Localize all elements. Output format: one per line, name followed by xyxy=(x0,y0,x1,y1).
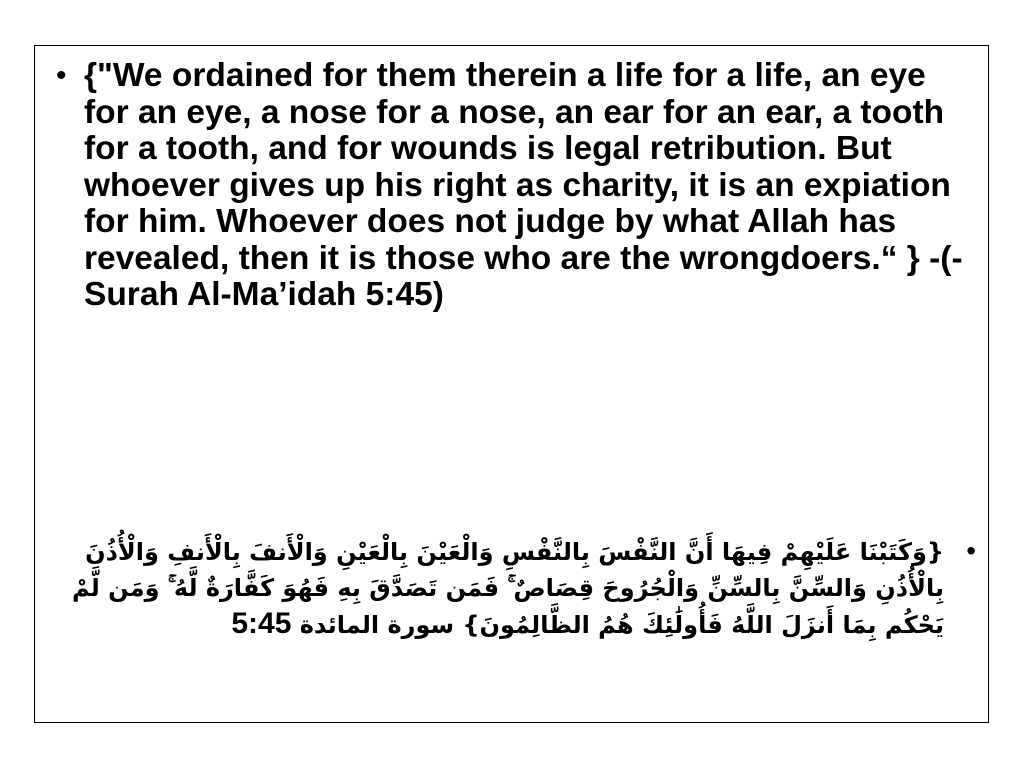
bullet-marker: • xyxy=(56,59,67,92)
surah-name: سورة المائدة xyxy=(299,611,455,639)
bullet-marker: • xyxy=(966,535,976,566)
verse-reference: 5:45 xyxy=(231,607,292,640)
arabic-bullet-item xyxy=(41,534,976,643)
english-bullet-item xyxy=(56,58,971,314)
arabic-verse-text: {وَكَتَبْنَا عَلَيْهِمْ فِيهَا أَنَّ النَّفْسَ بِالنَّفْسِ وَالْعَيْنَ بِالْعَيْنِ وَالْأَنفَ بِالْأَنفِ وَالْأُذُنَ بِالْأُذُنِ وَالسِّنَّ بِالسِّنِّ وَالْجُرُوحَ قِصَاصٌ ۚ فَمَن تَصَدَّقَ بِهِ فَهُوَ كَفَّارَةٌ لَّهُ ۚ وَمَن لَّمْ يَحْكُم بِمَا أَنزَلَ اللَّهُ فَأُولَٰئِكَ هُمُ الظَّالِمُونَ} xyxy=(71,538,944,639)
english-verse-text: {"We ordained for them therein a life for a life, an eye for an eye, a nose for a nose, an ear for an ear, a tooth for a tooth, and for wounds is legal retribution. But whoever gives up his right as charity, it is an expiation for him. Whoever does not judge by what Allah has revealed, then it is those who are the wrongdoers.“ } -(-Surah Al-Ma’idah 5:45) xyxy=(84,57,963,313)
arabic-verse-block xyxy=(44,534,944,643)
